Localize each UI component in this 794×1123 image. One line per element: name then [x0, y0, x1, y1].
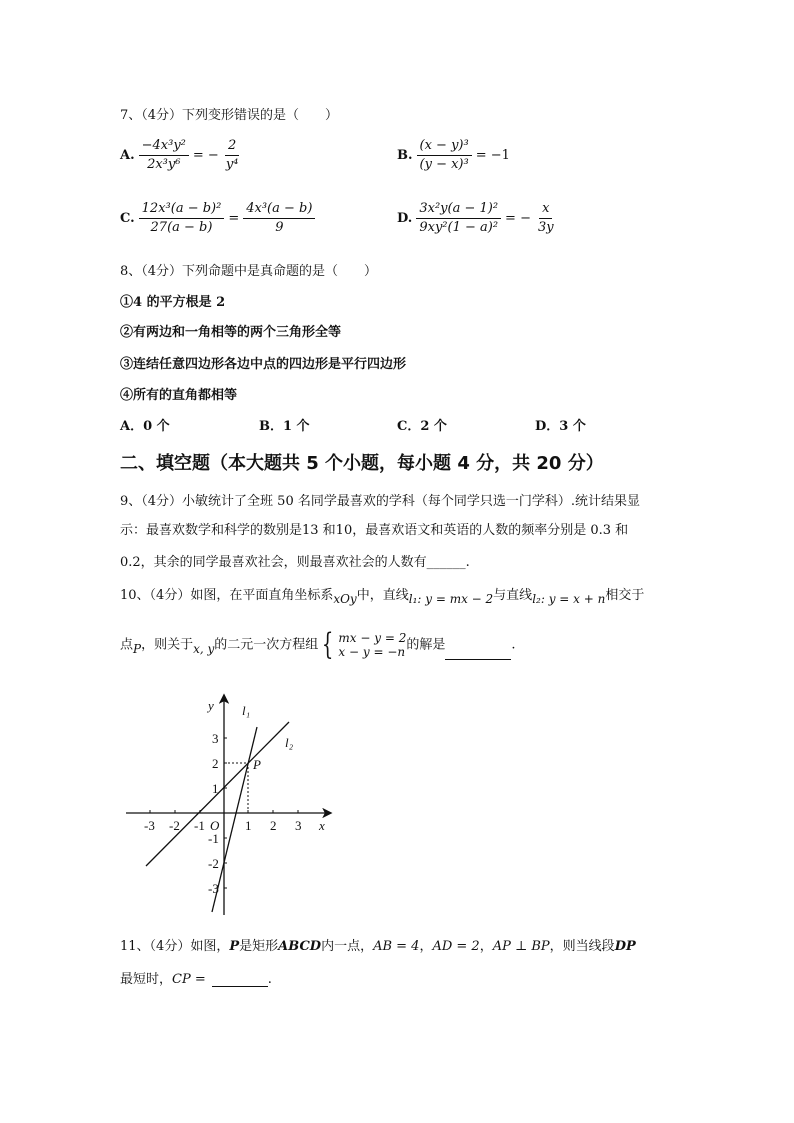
- x-tick-label: 1: [245, 818, 252, 833]
- origin-label: O: [210, 818, 220, 833]
- y-tick-label: 1: [212, 781, 219, 796]
- q9-line-1: 9、（4分）小敏统计了全班 50 名同学最喜欢的学科（每个同学只选一门学科）.统计结果显: [120, 494, 640, 509]
- x-tick-label: 3: [295, 818, 302, 833]
- option-label: C.: [120, 211, 135, 226]
- y-tick-label: 3: [212, 731, 219, 746]
- q8-statement-1: ①4 的平方根是 2: [120, 295, 226, 310]
- x-tick-label: -2: [169, 818, 180, 833]
- option-label: A.: [120, 148, 135, 163]
- fraction: $\frac{\text{12x³(a − b)²}}{27(a - b)}$: [139, 201, 225, 236]
- q7-option-b: [397, 138, 510, 173]
- equation-system: { mx − y = 2 x − y = −n: [322, 627, 407, 662]
- x-tick-label: -1: [194, 818, 205, 833]
- y-axis-label: y: [208, 698, 214, 713]
- q7-option-c: [120, 201, 315, 236]
- x-tick-label: -3: [144, 818, 155, 833]
- fraction: $\frac{\text{3x²y(a − 1)²}}{\text{9xy²(1 − a)²}}$: [416, 201, 501, 236]
- q9-line-2: 示：最喜欢数学和科学的数别是13 和10，最喜欢语文和英语的人数的频率分别是 0.3 和: [120, 523, 629, 538]
- x-axis-label: x: [319, 818, 325, 833]
- fraction: $\frac{\text{−4x³y²}}{\text{2x³y⁶}}$: [139, 138, 189, 173]
- q11-line-1: 11、（4分）如图，P是矩形ABCD内一点，AB = 4，AD = 2，AP ⊥ BP，则当线段DP: [120, 939, 636, 954]
- q11-line-2: 最短时，CP = .: [120, 972, 272, 987]
- l1-label: l₁: [242, 703, 251, 718]
- q8-statement-4: ④所有的直角都相等: [120, 388, 238, 403]
- q8-statement-2: ②有两边和一角相等的两个三角形全等: [120, 325, 342, 340]
- fraction: $\frac{2}{\text{y⁴}}$: [225, 138, 239, 172]
- q10-line-1: 10、（4分）如图，在平面直角坐标系xOy中，直线l₁: y = mx − 2与直线l₂: y = x + n相交于: [120, 588, 645, 606]
- option-label: D.: [397, 211, 413, 226]
- q8-option-a: A．0 个: [120, 419, 170, 434]
- q7-option-a: [120, 138, 241, 173]
- equals: =: [228, 211, 240, 226]
- q8-statement-3: ③连结任意四边形各边中点的四边形是平行四边形: [120, 357, 407, 372]
- q8-stem: 8、（4分）下列命题中是真命题的是（ ）: [120, 264, 378, 279]
- y-tick-label: -3: [208, 881, 219, 896]
- fraction: $\frac{x}{3y}$: [537, 201, 554, 235]
- y-tick-label: -2: [208, 856, 219, 871]
- y-tick-label: 2: [212, 756, 219, 771]
- q7-stem: 7、（4分）下列变形错误的是（ ）: [120, 108, 339, 123]
- section-heading: 二、填空题（本大题共 5 个小题，每小题 4 分，共 20 分）: [120, 453, 604, 474]
- equals: = −: [505, 211, 531, 226]
- q7-option-d: [397, 201, 557, 236]
- x-tick-label: 2: [270, 818, 277, 833]
- option-label: B.: [397, 148, 413, 163]
- coordinate-graph: [120, 690, 340, 920]
- l2-label: l₂: [285, 735, 294, 750]
- fraction: $\frac{\text{(x − y)³}}{\text{(y − x)³}}$: [417, 138, 472, 173]
- q8-option-b: B．1 个: [259, 419, 310, 434]
- q9-line-3: 0.2，其余的同学最喜欢社会，则最喜欢社会的人数有______.: [120, 555, 470, 570]
- y-tick-label: -1: [208, 831, 219, 846]
- q8-option-c: C．2 个: [397, 419, 447, 434]
- point-p-label: P: [253, 757, 261, 772]
- q10-line-2: 点P，则关于x, y的二元一次方程组 { mx − y = 2 x − y = −n 的解是 .: [120, 627, 516, 662]
- equals: = −: [192, 148, 219, 163]
- fraction: $\frac{\text{4x³(a − b)}}{9}$: [243, 201, 315, 236]
- equals: = −1: [475, 148, 510, 163]
- q8-option-d: D．3 个: [535, 419, 586, 434]
